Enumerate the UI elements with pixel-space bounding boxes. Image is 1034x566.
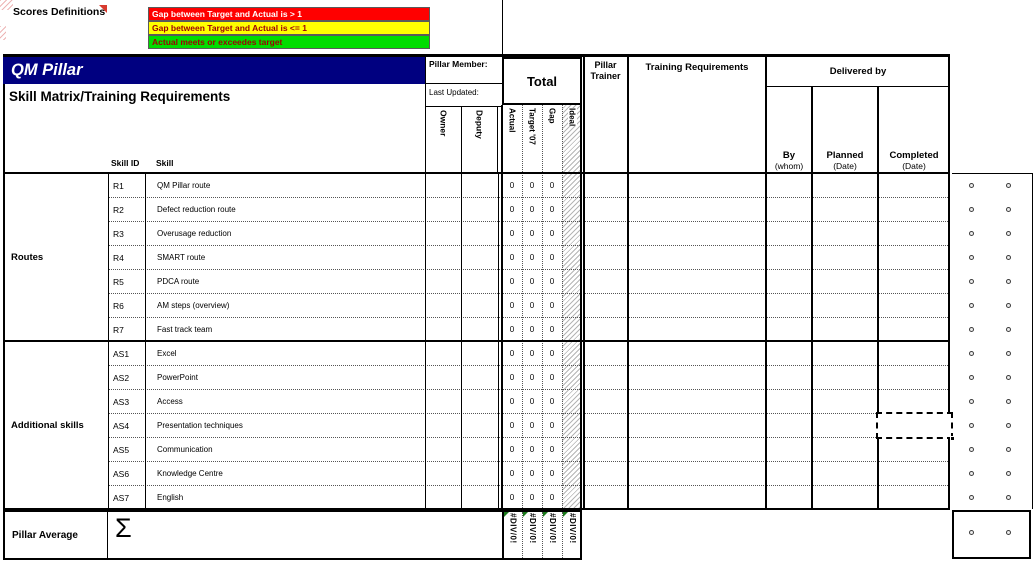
skill-name-cell[interactable]: PowerPoint [157,373,198,382]
option-marker[interactable] [969,207,974,212]
right-marker-summary-box [952,510,1031,559]
table-right-border [948,57,950,510]
table-row [108,294,950,318]
actual-value-cell[interactable]: 0 [509,301,515,310]
planned-date-header: Planned (Date) [826,150,864,171]
skill-name-cell[interactable]: Presentation techniques [157,421,243,430]
skill-id-cell[interactable]: AS5 [113,445,130,455]
option-marker[interactable] [1006,495,1011,500]
table-row [108,414,950,438]
gridline [627,57,629,508]
option-marker[interactable] [1006,530,1011,535]
skill-id-column-label: Skill ID [111,158,140,168]
by-whom-header: By (whom) [774,150,804,171]
skill-id-cell[interactable]: AS7 [113,493,130,503]
actual-value-cell[interactable]: 0 [509,181,515,190]
completed-date-header: Completed (Date) [889,150,939,171]
option-marker[interactable] [1006,399,1011,404]
skill-id-cell[interactable]: R5 [113,277,124,287]
option-marker[interactable] [1006,207,1011,212]
option-marker[interactable] [1006,255,1011,260]
deputy-column-header: Deputy [461,107,498,174]
actual-value-cell[interactable]: 0 [509,349,515,358]
skill-name-cell[interactable]: Knowledge Centre [157,469,223,478]
skill-id-cell[interactable]: AS4 [113,421,130,431]
scores-definitions-label: Scores Definitions [13,6,106,18]
corner-hatch-icon [0,26,6,40]
gap-value-cell[interactable]: 0 [549,325,555,334]
skill-id-cell[interactable]: AS3 [113,397,130,407]
ideal-column-header: Ideal [567,108,577,127]
target-value-cell[interactable]: 0 [529,493,535,502]
option-marker[interactable] [1006,183,1011,188]
pillar-member-label[interactable]: Pillar Member: [425,57,502,84]
sigma-symbol: Σ [115,513,132,543]
table-row [108,390,950,414]
gap-value-cell[interactable]: 0 [549,421,555,430]
div-error-cell [562,512,582,558]
skill-id-cell[interactable]: AS6 [113,469,130,479]
error-indicator-icon [504,512,509,517]
pillar-banner: QM Pillar [3,57,425,84]
target-value-cell[interactable]: 0 [529,445,535,454]
table-row [108,342,950,366]
skill-name-cell[interactable]: Communication [157,445,213,454]
skill-name-cell[interactable]: Defect reduction route [157,205,236,214]
table-row [108,462,950,486]
owner-column-header: Owner [425,107,461,174]
gap-column-header: Gap [547,108,557,124]
option-marker[interactable] [1006,351,1011,356]
legend-green: Actual meets or exceedes target [148,35,430,49]
gap-value-cell[interactable]: 0 [549,301,555,310]
option-marker[interactable] [969,447,974,452]
gridline [542,105,543,508]
option-marker[interactable] [969,279,974,284]
gridline [501,105,503,508]
gridline [502,0,503,54]
table-row [108,486,950,510]
pillar-average-row [3,510,582,560]
table-row [108,366,950,390]
skill-name-cell[interactable]: Overusage reduction [157,229,232,238]
last-updated-label[interactable]: Last Updated: [425,84,502,107]
gridline [522,105,523,508]
option-marker[interactable] [1006,231,1011,236]
skill-id-cell[interactable]: AS1 [113,349,130,359]
gap-value-cell[interactable]: 0 [549,253,555,262]
gridline [562,105,563,508]
error-indicator-icon [563,512,568,517]
skill-name-cell[interactable]: AM steps (overview) [157,301,230,310]
target-value-cell[interactable]: 0 [529,301,535,310]
gridline [765,57,767,508]
skill-name-cell[interactable]: Excel [157,349,177,358]
option-marker[interactable] [969,399,974,404]
actual-value-cell[interactable]: 0 [509,253,515,262]
option-marker[interactable] [1006,279,1011,284]
group-divider [3,340,950,342]
skill-id-cell[interactable]: R3 [113,229,124,239]
option-marker[interactable] [1006,471,1011,476]
legend-red: Gap between Target and Actual is > 1 [148,7,430,21]
option-marker[interactable] [1006,327,1011,332]
option-marker[interactable] [1006,303,1011,308]
table-row [108,222,950,246]
skill-id-cell[interactable]: AS2 [113,373,130,383]
gap-value-cell[interactable]: 0 [549,373,555,382]
option-marker[interactable] [969,495,974,500]
target-value-cell[interactable]: 0 [529,181,535,190]
target-value-cell[interactable]: 0 [529,229,535,238]
option-marker[interactable] [969,530,974,535]
actual-value-cell[interactable]: 0 [509,325,515,334]
option-marker[interactable] [969,303,974,308]
training-requirements-header: Training Requirements [645,62,749,73]
actual-column-header: Actual [507,108,517,133]
gridline [583,57,585,508]
target-value-cell[interactable]: 0 [529,325,535,334]
table-row [108,174,950,198]
option-marker[interactable] [969,183,974,188]
header-bottom-border [3,172,950,174]
group-label-routes: Routes [11,252,44,263]
option-marker[interactable] [1006,423,1011,428]
pillar-trainer-header: Pillar Trainer [590,60,621,81]
table-row [108,246,950,270]
actual-value-cell[interactable]: 0 [509,493,515,502]
selected-cell[interactable] [876,412,953,439]
div-error-text: #DIV/0! [568,513,577,544]
skill-name-cell[interactable]: QM Pillar route [157,181,211,190]
actual-value-cell[interactable]: 0 [509,421,515,430]
option-marker[interactable] [969,351,974,356]
gap-value-cell[interactable]: 0 [549,445,555,454]
skill-id-cell[interactable]: R6 [113,301,124,311]
actual-value-cell[interactable]: 0 [509,469,515,478]
gridline [580,105,582,508]
div-error-cell [542,512,562,558]
table-row [108,438,950,462]
right-marker-panel [952,173,1033,509]
gap-value-cell[interactable]: 0 [549,493,555,502]
comment-marker-icon [99,5,107,13]
gridline [877,87,879,508]
table-row [108,198,950,222]
gap-value-cell[interactable]: 0 [549,205,555,214]
actual-value-cell[interactable]: 0 [509,229,515,238]
skill-name-cell[interactable]: SMART route [157,253,206,262]
target-column-header: Target '07 [527,108,537,145]
div-error-cell [522,512,542,558]
pillar-average-label: Pillar Average [5,512,108,558]
div-error-text: #DIV/0! [548,513,557,544]
total-header: Total [502,57,582,105]
option-marker[interactable] [1006,447,1011,452]
gap-value-cell[interactable]: 0 [549,349,555,358]
target-value-cell[interactable]: 0 [529,397,535,406]
option-marker[interactable] [1006,375,1011,380]
gap-value-cell[interactable]: 0 [549,229,555,238]
skill-id-cell[interactable]: R4 [113,253,124,263]
gap-value-cell[interactable]: 0 [549,469,555,478]
delivered-by-header: Delivered by [766,57,950,87]
error-indicator-icon [543,512,548,517]
target-value-cell[interactable]: 0 [529,277,535,286]
div-error-text: #DIV/0! [528,513,537,544]
target-value-cell[interactable]: 0 [529,253,535,262]
legend-yellow: Gap between Target and Actual is <= 1 [148,21,430,35]
skill-name-cell[interactable]: English [157,493,184,502]
skill-id-cell[interactable]: R2 [113,205,124,215]
error-indicator-icon [523,512,528,517]
option-marker[interactable] [969,231,974,236]
gap-value-cell[interactable]: 0 [549,181,555,190]
corner-hatch-icon [0,0,13,10]
gridline [811,87,813,508]
gap-value-cell[interactable]: 0 [549,397,555,406]
target-value-cell[interactable]: 0 [529,469,535,478]
table-row [108,270,950,294]
skill-name-cell[interactable]: Access [157,397,183,406]
target-value-cell[interactable]: 0 [529,421,535,430]
option-marker[interactable] [969,327,974,332]
gap-value-cell[interactable]: 0 [549,277,555,286]
target-value-cell[interactable]: 0 [529,349,535,358]
div-error-cell [502,512,522,558]
group-label-additional-skills: Additional skills [11,420,84,431]
target-value-cell[interactable]: 0 [529,373,535,382]
actual-value-cell[interactable]: 0 [509,397,515,406]
skill-id-cell[interactable]: R7 [113,325,124,335]
option-marker[interactable] [969,255,974,260]
skill-column-label: Skill [156,158,174,168]
option-marker[interactable] [969,375,974,380]
actual-value-cell[interactable]: 0 [509,445,515,454]
option-marker[interactable] [969,471,974,476]
actual-value-cell[interactable]: 0 [509,373,515,382]
option-marker[interactable] [969,423,974,428]
skill-name-cell[interactable]: PDCA route [157,277,200,286]
actual-value-cell[interactable]: 0 [509,277,515,286]
skill-id-cell[interactable]: R1 [113,181,124,191]
div-error-text: #DIV/0! [508,513,518,544]
table-row [108,318,950,342]
target-value-cell[interactable]: 0 [529,205,535,214]
page-title: Skill Matrix/Training Requirements [9,89,231,104]
skill-name-cell[interactable]: Fast track team [157,325,213,334]
actual-value-cell[interactable]: 0 [509,205,515,214]
